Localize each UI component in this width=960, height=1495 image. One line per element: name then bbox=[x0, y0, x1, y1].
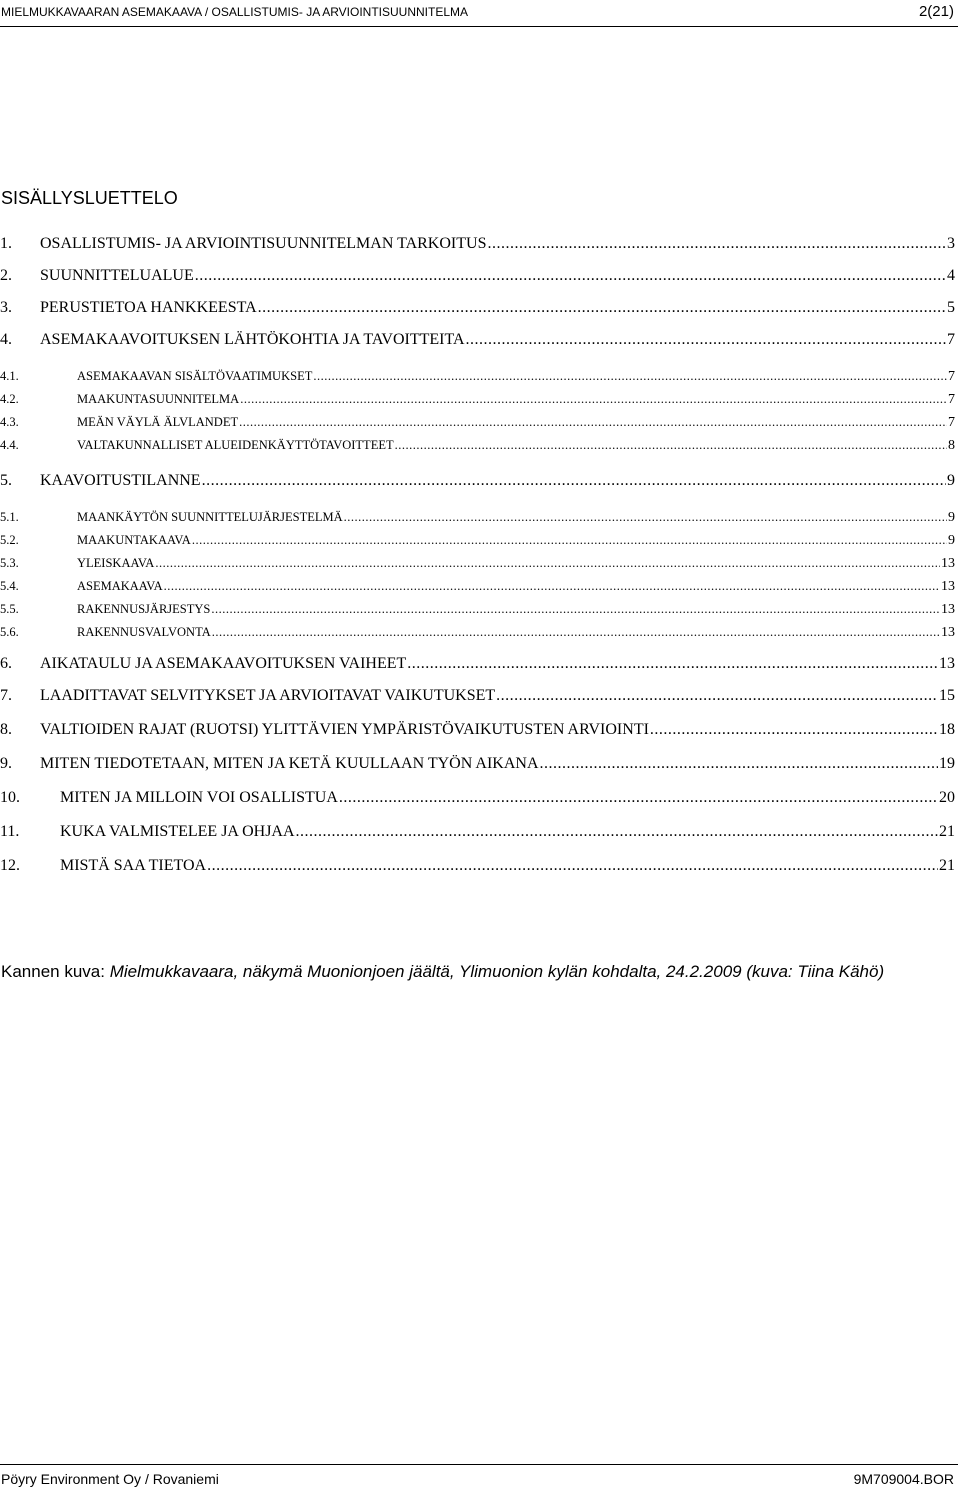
toc-leader-dots bbox=[195, 268, 946, 284]
toc-entry-page: 9 bbox=[948, 510, 955, 525]
toc-entry-number: 11. bbox=[0, 823, 20, 840]
toc-leader-dots bbox=[202, 473, 946, 489]
toc-entry-page: 19 bbox=[939, 755, 955, 772]
toc-entry-page: 7 bbox=[948, 415, 955, 430]
toc-entry-page: 20 bbox=[939, 789, 955, 806]
toc-leader-dots bbox=[344, 511, 947, 524]
toc-entry-page: 18 bbox=[939, 721, 955, 738]
toc-subentry[interactable] bbox=[0, 626, 955, 640]
toc-entry-page: 15 bbox=[939, 687, 955, 704]
caption-lead: Kannen kuva: bbox=[1, 962, 110, 981]
toc-leader-dots bbox=[487, 236, 946, 252]
toc-entry-page: 21 bbox=[939, 823, 955, 840]
toc-entry-title: KUKA VALMISTELEE JA OHJAA bbox=[60, 823, 295, 840]
toc-entry-number: 2. bbox=[0, 267, 12, 284]
toc-entry-title: RAKENNUSJÄRJESTYS bbox=[77, 602, 211, 616]
toc-leader-dots bbox=[296, 824, 938, 840]
toc-leader-dots bbox=[164, 580, 940, 593]
toc-entry-title: MISTÄ SAA TIETOA bbox=[60, 857, 207, 874]
toc-leader-dots bbox=[155, 557, 940, 570]
toc-entry-number: 1. bbox=[0, 235, 12, 252]
page-number: 2(21) bbox=[918, 3, 954, 20]
toc-entry-number: 6. bbox=[0, 655, 12, 672]
toc-leader-dots bbox=[212, 626, 940, 639]
toc-heading: SISÄLLYSLUETTELO bbox=[1, 188, 178, 208]
toc-entry-number: 10. bbox=[0, 789, 20, 806]
toc-entry-page: 9 bbox=[948, 533, 955, 548]
toc-leader-dots bbox=[207, 858, 938, 874]
toc-entry[interactable] bbox=[0, 824, 955, 840]
toc-entry-title: ASEMAKAAVOITUKSEN LÄHTÖKOHTIA JA TAVOITTEITA bbox=[40, 331, 465, 348]
toc-entry-title: MITEN TIEDOTETAAN, MITEN JA KETÄ KUULLAAN TYÖN AIKANA bbox=[40, 755, 539, 772]
toc-entry-page: 4 bbox=[947, 267, 955, 284]
toc-entry-title: YLEISKAAVA bbox=[77, 556, 155, 570]
toc-subentry[interactable] bbox=[0, 557, 955, 571]
toc-entry[interactable] bbox=[0, 300, 955, 316]
company-name: Pöyry Environment Oy / Rovaniemi bbox=[1, 1471, 219, 1487]
toc-subentry[interactable] bbox=[0, 511, 955, 525]
toc-entry[interactable] bbox=[0, 236, 955, 252]
toc-entry-number: 4. bbox=[0, 331, 12, 348]
toc-entry-page: 13 bbox=[941, 625, 955, 640]
toc-leader-dots bbox=[313, 370, 947, 383]
toc-entry-page: 13 bbox=[939, 655, 955, 672]
toc-entry-number: 3. bbox=[0, 299, 12, 316]
toc-entry-number: 5.1. bbox=[0, 510, 19, 524]
toc-entry[interactable] bbox=[0, 473, 955, 489]
toc-entry-page: 3 bbox=[947, 235, 955, 252]
toc-entry-title: VALTIOIDEN RAJAT (RUOTSI) YLITTÄVIEN YMPÄRISTÖVAIKUTUSTEN ARVIOINTI bbox=[40, 721, 649, 738]
toc-entry-page: 9 bbox=[947, 472, 955, 489]
toc-subentry[interactable] bbox=[0, 534, 955, 548]
toc-entry-title: MAAKUNTAKAAVA bbox=[77, 533, 191, 547]
toc-leader-dots bbox=[496, 688, 938, 704]
toc-entry-title: OSALLISTUMIS- JA ARVIOINTISUUNNITELMAN TARKOITUS bbox=[40, 235, 487, 252]
toc-entry-page: 21 bbox=[939, 857, 955, 874]
toc-subentry[interactable] bbox=[0, 370, 955, 384]
toc-subentry[interactable] bbox=[0, 416, 955, 430]
toc-leader-dots bbox=[239, 416, 947, 429]
toc-entry-number: 4.3. bbox=[0, 415, 19, 429]
toc-entry-number: 9. bbox=[0, 755, 12, 772]
toc-leader-dots bbox=[339, 790, 938, 806]
toc-entry[interactable] bbox=[0, 858, 955, 874]
toc-entry[interactable] bbox=[0, 722, 955, 738]
cover-image-caption bbox=[1, 960, 956, 983]
toc-leader-dots bbox=[395, 439, 947, 452]
page-footer bbox=[0, 1464, 958, 1495]
toc-entry-title: MITEN JA MILLOIN VOI OSALLISTUA bbox=[60, 789, 338, 806]
toc-entry-page: 7 bbox=[948, 369, 955, 384]
toc-entry[interactable] bbox=[0, 268, 955, 284]
toc-entry[interactable] bbox=[0, 688, 955, 704]
toc-entry-page: 13 bbox=[941, 579, 955, 594]
toc-entry-page: 13 bbox=[941, 556, 955, 571]
toc-leader-dots bbox=[650, 722, 938, 738]
toc-entry-number: 4.2. bbox=[0, 392, 19, 406]
toc-leader-dots bbox=[192, 534, 947, 547]
toc-entry-number: 5.3. bbox=[0, 556, 19, 570]
toc-subentry[interactable] bbox=[0, 439, 955, 453]
toc-entry[interactable] bbox=[0, 332, 955, 348]
toc-entry-number: 5.4. bbox=[0, 579, 19, 593]
page-header bbox=[0, 0, 958, 27]
toc-entry-number: 5.2. bbox=[0, 533, 19, 547]
toc-entry-page: 13 bbox=[941, 602, 955, 617]
toc-entry-number: 4.1. bbox=[0, 369, 19, 383]
document-code: 9M709004.BOR bbox=[853, 1471, 954, 1487]
toc-entry-number: 7. bbox=[0, 687, 12, 704]
toc-entry-page: 7 bbox=[947, 331, 955, 348]
toc-entry-page: 7 bbox=[948, 392, 955, 407]
toc-entry-title: MEÄN VÄYLÄ ÄLVLANDET bbox=[77, 415, 239, 429]
toc-entry-title: VALTAKUNNALLISET ALUEIDENKÄYTTÖTAVOITTEET bbox=[77, 438, 394, 452]
toc-entry-title: KAAVOITUSTILANNE bbox=[40, 472, 201, 489]
toc-entry-title: AIKATAULU JA ASEMAKAAVOITUKSEN VAIHEET bbox=[40, 655, 407, 672]
toc-entry-title: ASEMAKAAVAN SISÄLTÖVAATIMUKSET bbox=[77, 369, 313, 383]
toc-leader-dots bbox=[540, 756, 938, 772]
toc-entry-title: MAAKUNTASUUNNITELMA bbox=[77, 392, 240, 406]
toc-entry-number: 4.4. bbox=[0, 438, 19, 452]
toc-subentry[interactable] bbox=[0, 603, 955, 617]
toc-entry-number: 5.5. bbox=[0, 602, 19, 616]
toc-entry-title: LAADITTAVAT SELVITYKSET JA ARVIOITAVAT VAIKUTUKSET bbox=[40, 687, 496, 704]
toc-entry-title: PERUSTIETOA HANKKEESTA bbox=[40, 299, 257, 316]
toc-entry[interactable] bbox=[0, 790, 955, 806]
toc-entry-number: 5. bbox=[0, 472, 12, 489]
caption-text: Mielmukkavaara, näkymä Muonionjoen jäältä, Ylimuonion kylän kohdalta, 24.2.2009 (kuva: Tiina Kähö) bbox=[109, 962, 885, 981]
toc-leader-dots bbox=[466, 332, 946, 348]
toc-leader-dots bbox=[211, 603, 940, 616]
toc-entry-number: 12. bbox=[0, 857, 20, 874]
toc-entry-page: 8 bbox=[948, 438, 955, 453]
toc-leader-dots bbox=[240, 393, 947, 406]
toc-entry-page: 5 bbox=[947, 299, 955, 316]
toc-subentry[interactable] bbox=[0, 580, 955, 594]
toc-subentry[interactable] bbox=[0, 393, 955, 407]
toc-entry-title: SUUNNITTELUALUE bbox=[40, 267, 194, 284]
toc-entry[interactable] bbox=[0, 756, 955, 772]
toc-leader-dots bbox=[407, 656, 938, 672]
toc-entry-title: ASEMAKAAVA bbox=[77, 579, 163, 593]
toc-entry-title: RAKENNUSVALVONTA bbox=[77, 625, 211, 639]
toc-entry[interactable] bbox=[0, 656, 955, 672]
toc-entry-number: 8. bbox=[0, 721, 12, 738]
toc-entry-number: 5.6. bbox=[0, 625, 19, 639]
toc-leader-dots bbox=[258, 300, 946, 316]
toc-entry-title: MAANKÄYTÖN SUUNNITTELUJÄRJESTELMÄ bbox=[77, 510, 343, 524]
document-title: MIELMUKKAVAARAN ASEMAKAAVA / OSALLISTUMIS- JA ARVIOINTISUUNNITELMA bbox=[1, 5, 469, 19]
